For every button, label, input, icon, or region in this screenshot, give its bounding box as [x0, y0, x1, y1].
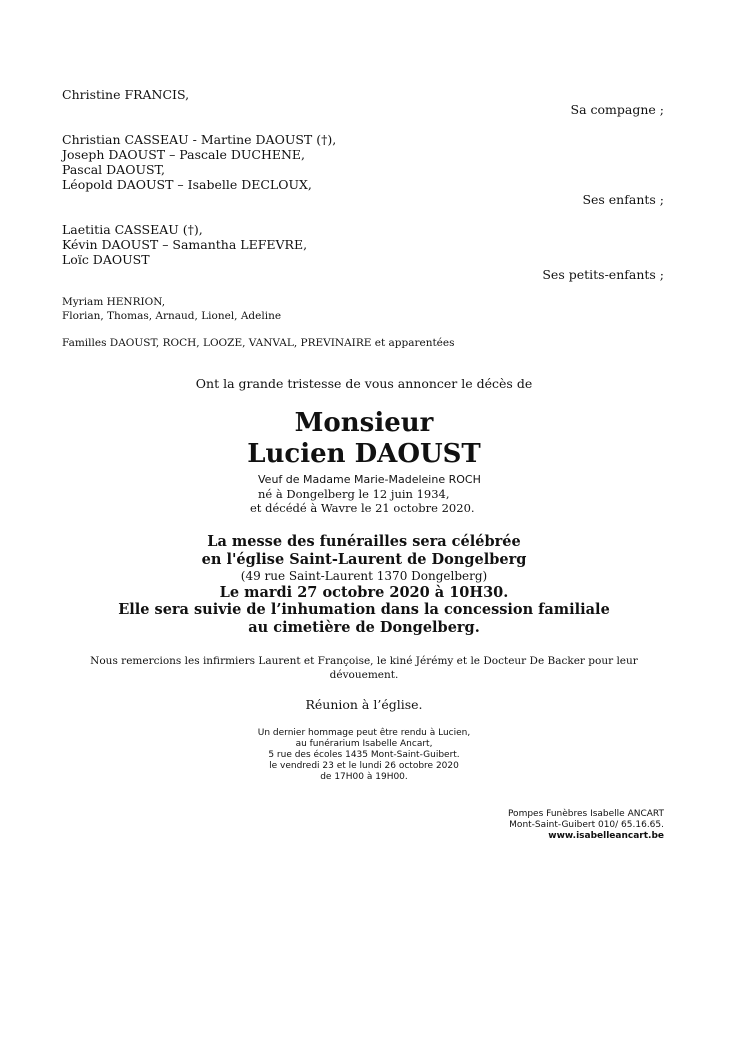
grandchild-name: Kévin DAOUST – Samantha LEFEVRE,	[62, 237, 308, 252]
thanks-text	[0, 654, 728, 682]
mass-line-4: au cimetière de Dongelberg.	[248, 619, 480, 636]
reunion: Réunion à l’église.	[305, 697, 423, 712]
grandchild-name: Laetitia CASSEAU (†),	[62, 222, 203, 237]
partner-role: Sa compagne ;	[570, 102, 664, 117]
grandchild-name: Loïc DAOUST	[62, 252, 150, 267]
homage-line: le vendredi 23 et le lundi 26 octobre 2020	[269, 761, 459, 771]
children-role: Ses enfants ;	[582, 192, 664, 207]
homage-line: 5 rue des écoles 1435 Mont-Saint-Guibert.	[268, 750, 460, 760]
mass-line-3: Elle sera suivie de l’inhumation dans la concession familiale	[118, 601, 610, 618]
homage-line: au funérarium Isabelle Ancart,	[295, 739, 433, 749]
funeral-home-block	[508, 809, 664, 842]
widower-line: Veuf de Madame Marie-Madeleine ROCH	[258, 473, 481, 486]
child-name: Christian CASSEAU - Martine DAOUST (†),	[62, 132, 337, 147]
child-name: Joseph DAOUST – Pascale DUCHENE,	[62, 147, 306, 162]
mass-line-2: en l'église Saint-Laurent de Dongelberg	[201, 551, 527, 568]
thanks-line: Nous remercions les infirmiers Laurent et Françoise, le kiné Jérémy et le Docteur De Backer pour leur	[90, 655, 638, 667]
children-list	[62, 132, 336, 192]
deceased-title: Monsieur	[294, 408, 434, 438]
other-relative: Florian, Thomas, Arnaud, Lionel, Adeline	[62, 310, 282, 322]
died-line: et décédé à Wavre le 21 octobre 2020.	[250, 501, 475, 515]
thanks-line: dévouement.	[329, 669, 399, 681]
homage-block	[0, 728, 728, 783]
funeral-home-address: Mont-Saint-Guibert 010/ 65.16.65.	[509, 820, 664, 830]
others-list	[62, 295, 281, 323]
funeral-home-website[interactable]: www.isabelleancart.be	[548, 831, 664, 841]
partner-name: Christine FRANCIS,	[62, 87, 190, 102]
grandchildren-list	[62, 222, 307, 267]
grandchildren-role: Ses petits-enfants ;	[542, 267, 664, 282]
homage-line: de 17H00 à 19H00.	[320, 772, 408, 782]
child-name: Léopold DAOUST – Isabelle DECLOUX,	[62, 177, 312, 192]
born-line: né à Dongelberg le 12 juin 1934,	[258, 487, 450, 501]
families-line: Familles DAOUST, ROCH, LOOZE, VANVAL, PREVINAIRE et apparentées	[62, 337, 455, 349]
deceased-name: Lucien DAOUST	[247, 439, 481, 469]
homage-line: Un dernier hommage peut être rendu à Lucien,	[257, 728, 471, 738]
announcement: Ont la grande tristesse de vous annoncer le décès de	[195, 376, 533, 391]
deceased-details	[250, 473, 481, 515]
other-relative: Myriam HENRION,	[62, 296, 166, 308]
mass-line-1: La messe des funérailles sera célébrée	[207, 533, 521, 550]
child-name: Pascal DAOUST,	[62, 162, 166, 177]
mass-date: Le mardi 27 octobre 2020 à 10H30.	[219, 584, 509, 601]
mass-address: (49 rue Saint-Laurent 1370 Dongelberg)	[240, 569, 488, 583]
funeral-home-name: Pompes Funèbres Isabelle ANCART	[507, 809, 664, 819]
